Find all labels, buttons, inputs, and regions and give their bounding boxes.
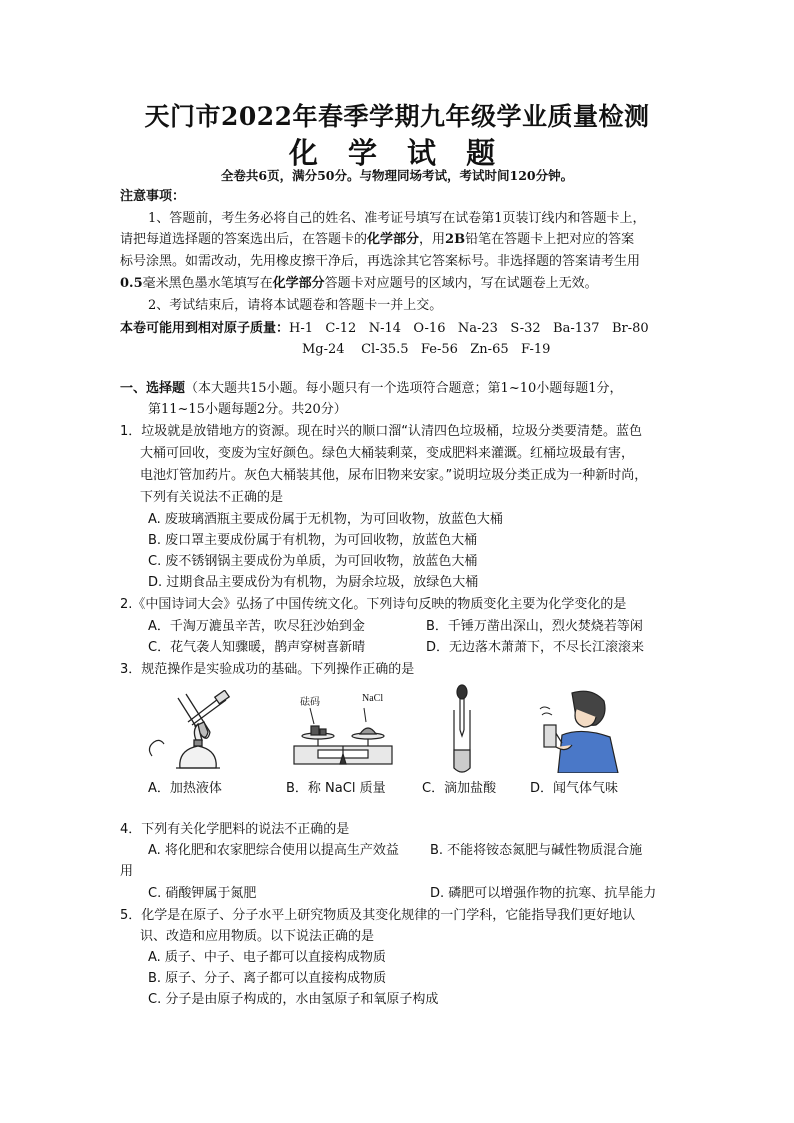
q1-option-a: A. 废玻璃酒瓶主要成份属于无机物，为可回收物，放蓝色大桶 [148, 512, 503, 527]
atomic-mass-row1 [120, 319, 649, 339]
q1-stem-line2: 大桶可回收，变废为宝好颜色。绿色大桶装剩菜，变成肥料来灌溉。红桶垃圾最有害， [140, 446, 635, 461]
notice-text: 请把每道选择题的答案选出后，在答题卡的 [120, 232, 368, 247]
gas-bottle-icon [544, 725, 556, 747]
q1-stem-line1: 1．垃圾就是放错地方的资源。现在时兴的顺口溜“认清四色垃圾桶，垃圾分类要清楚。蓝色 [120, 424, 643, 439]
q4-option-b-cont: 用 [120, 864, 134, 879]
section-desc-line2: 第11~15小题每题2分。共20分） [148, 402, 347, 417]
q2-option-b: B．千锤万凿出深山，烈火焚烧若等闲 [426, 619, 643, 634]
notice-p2: 2、考试结束后，请将本试题卷和答题卡一并上交。 [148, 298, 443, 313]
q1-option-c: C. 废不锈钢锅主要成份为单质，为可回收物，放蓝色大桶 [148, 554, 478, 569]
notice-p1-line4 [120, 274, 598, 294]
q4-option-a: A. 将化肥和农家肥综合使用以提高生产效益 [148, 843, 399, 858]
alcohol-lamp-icon [176, 724, 220, 768]
notice-text: 答题卡对应题号的区域内，写在试题卷上无效。 [324, 276, 598, 291]
atomic-mass-row2: Mg-24 Cl-35.5 Fe-56 Zn-65 F-19 [302, 342, 551, 357]
notice-text: ，用 [419, 232, 446, 247]
notice-p1-line2 [120, 230, 634, 250]
atomic-mass-label: 本卷可能用到相对原子质量： [120, 321, 290, 336]
notice-bold: 2B [445, 232, 466, 247]
notice-text: 毫米黑色墨水笔填写在 [142, 276, 273, 291]
q4-option-b: B. 不能将铵态氮肥与碱性物质混合施 [430, 843, 643, 858]
fig-smelling-gas [532, 687, 622, 773]
fig-heating-liquid [140, 690, 240, 772]
subject-title: 化 学 试 题 [288, 136, 506, 170]
section-heading [120, 379, 623, 399]
notice-bold: 0.5 [120, 276, 143, 291]
q2-stem: 2.《中国诗词大会》弘扬了中国传统文化。下列诗句反映的物质变化主要为化学变化的是 [120, 597, 627, 612]
q2-option-c: C．花气袭人知骤暖，鹊声穿树喜新晴 [148, 640, 366, 655]
q3-option-b: B．称 NaCl 质量 [286, 781, 386, 796]
q5-option-b: B. 原子、分子、离子都可以直接构成物质 [148, 971, 387, 986]
weight-icon [311, 726, 319, 735]
person-shirt [558, 731, 618, 773]
q3-stem: 3．规范操作是实验成功的基础。下列操作正确的是 [120, 662, 415, 677]
q3-option-c: C．滴加盐酸 [422, 781, 497, 796]
q2-option-d: D．无边落木萧萧下，不尽长江滚滚来 [426, 640, 645, 655]
dropper-bulb-icon [457, 685, 467, 699]
section-desc: （本大题共15小题。每小题只有一个选项符合题意；第1~10小题每题1分， [185, 381, 623, 396]
q4-option-d: D. 磷肥可以增强作物的抗寒、抗旱能力 [430, 886, 657, 901]
notice-p1-line1: 1、答题前，考生务必将自己的姓名、准考证号填写在试卷第1页装订线内和答题卡上， [148, 211, 646, 226]
fig-balance [288, 706, 400, 772]
section-label: 一、选择题 [120, 381, 186, 396]
q4-option-c: C. 硝酸钾属于氮肥 [148, 886, 257, 901]
q5-stem-line1: 5．化学是在原子、分子水平上研究物质及其变化规律的一门学科，它能指导我们更好地认 [120, 908, 636, 923]
fig-label-weights: 砝码 [300, 697, 320, 708]
notice-text: 铅笔在答题卡上把对应的答案 [465, 232, 635, 247]
q4-stem: 4．下列有关化学肥料的说法不正确的是 [120, 822, 350, 837]
fig-dropper [446, 684, 480, 776]
q1-stem-line4: 下列有关说法不正确的是 [140, 490, 284, 505]
fig-label-nacl: NaCl [362, 693, 384, 704]
exam-info: 全卷共6页，满分50分。与物理同场考试，考试时间120分钟。 [220, 168, 574, 183]
q2-option-a: A．千淘万漉虽辛苦，吹尽狂沙始到金 [148, 619, 365, 634]
q1-option-b: B. 废口罩主要成份属于有机物，为可回收物，放蓝色大桶 [148, 533, 478, 548]
q1-stem-line3: 电池灯管加药片。灰色大桶装其他，尿布旧物来安家。”说明垃圾分类正成为一种新时尚， [140, 468, 648, 483]
notice-p1-line3: 标号涂黑。如需改动，先用橡皮擦干净后，再选涂其它答案标号。非选择题的答案请考生用 [120, 254, 641, 269]
nacl-pile-icon [360, 728, 376, 734]
q1-option-d: D. 过期食品主要成份为有机物，为厨余垃圾，放绿色大桶 [148, 575, 479, 590]
hand-icon [149, 740, 164, 756]
q5-stem-line2: 识、改造和应用物质。以下说法正确的是 [140, 929, 375, 944]
notice-bold: 化学部分 [272, 276, 325, 291]
q3-option-d: D．闻气体气味 [530, 781, 619, 796]
notice-bold: 化学部分 [367, 232, 420, 247]
q3-option-a: A．加热液体 [148, 781, 222, 796]
q5-option-a: A. 质子、中子、电子都可以直接构成物质 [148, 950, 386, 965]
atomic-mass-values: H-1 C-12 N-14 O-16 Na-23 S-32 Ba-137 Br-80 [289, 321, 649, 336]
exam-title: 天门市2022年春季学期九年级学业质量检测 [144, 102, 650, 131]
q5-option-c: C. 分子是由原子构成的，水由氢原子和氧原子构成 [148, 992, 439, 1007]
notice-heading: 注意事项： [120, 189, 186, 204]
